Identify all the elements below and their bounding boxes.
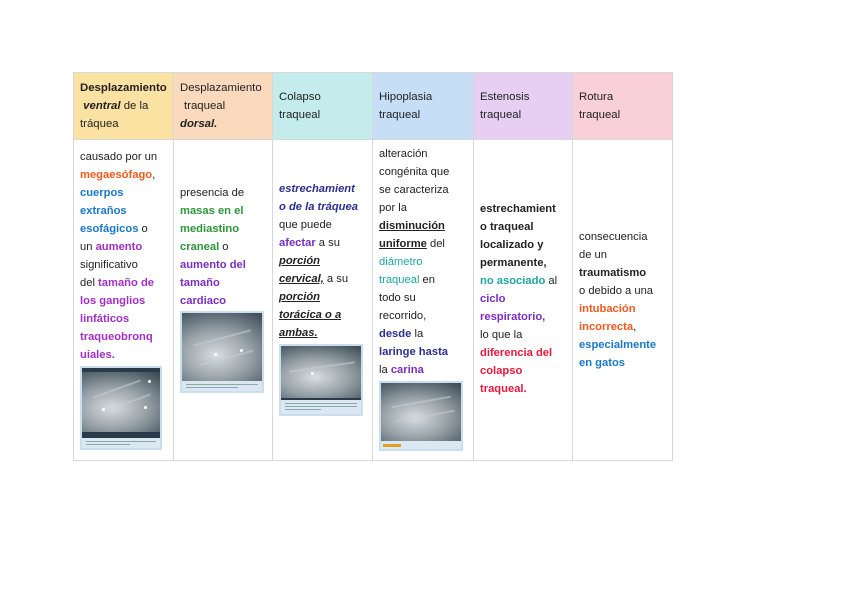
term-desde: desde [379,328,412,340]
radiograph-image [180,311,264,393]
header-line: dorsal. [180,118,218,130]
text-line: uiales. [80,349,115,361]
content-row [74,140,673,461]
cell-desplazamiento-dorsal [174,140,273,461]
text-line: masas en el [180,205,244,217]
text-line: se caracteriza [379,184,449,196]
text-line: los ganglios [80,295,146,307]
text-line: traumatismo [579,267,647,279]
text-line: presencia de [180,187,245,199]
text-line [279,234,372,252]
text-line: por la [379,202,407,214]
text-line: extraños [80,205,127,217]
text-line: en gatos [579,357,626,369]
text-line [80,166,173,184]
term-no-asociado: no asociado [480,275,546,287]
text-fragment: o [138,223,148,235]
term-laringe: laringe [379,346,416,358]
term-uniforme: uniforme [379,238,427,250]
text-line [379,325,473,343]
text-line: colapso [480,365,523,377]
text-line: lo que la [480,329,523,341]
text-line: o debido a una [579,285,654,297]
term-carina: carina [390,364,424,376]
text-line: significativo [80,259,138,271]
term-cervical: cervical, [279,273,324,285]
text-fragment: al [545,275,558,287]
header-line: Rotura [579,91,614,103]
term-afectar: afectar [279,237,316,249]
text-fragment: del [80,277,99,289]
header-line: traqueal [579,109,621,121]
text-line [579,318,672,336]
text-line: congénita que [379,166,450,178]
header-hipoplasia [373,73,474,140]
text-line: traqueobronq [80,331,153,343]
cell-rotura [573,140,673,461]
text-line: estrechamient [279,183,355,195]
text-fragment: , [152,169,156,181]
text-line: todo su [379,292,416,304]
text-line: porción [279,255,321,267]
text-fragment: a su [315,237,340,249]
cell-hipoplasia [373,140,474,461]
text-fragment: del [426,238,445,250]
term-traqueal: traqueal [379,274,420,286]
text-line: recorrido, [379,310,427,322]
text-line: cardiaco [180,295,227,307]
term-tamano: tamaño de [98,277,154,289]
text-line [379,343,473,361]
header-line: Estenosis [480,91,530,103]
text-line [279,270,372,288]
text-line: intubación [579,303,636,315]
text-line: permanente, [480,257,547,269]
text-line: linfáticos [80,313,130,325]
text-line: cuerpos [80,187,124,199]
header-colapso [273,73,373,140]
text-line [379,235,473,253]
text-line [480,272,572,290]
text-line: o de la tráquea [279,201,358,213]
text-line: o traqueal [480,221,534,233]
text-fragment: o [219,241,229,253]
text-line: que puede [279,219,332,231]
term-megaesofago: megaesófago [80,169,153,181]
header-line: traqueal [480,109,522,121]
radiograph-image [279,344,363,416]
text-line [180,238,272,256]
header-row [74,73,673,140]
header-desplazamiento-dorsal [174,73,273,140]
text-line: de un [579,249,607,261]
text-line: disminución [379,220,445,232]
header-line: tráquea [80,118,119,130]
header-line: Desplazamiento [80,82,167,94]
text-line [80,220,173,238]
text-line: consecuencia [579,231,648,243]
term-esofagicos: esofágicos [80,223,139,235]
header-line: Desplazamiento [180,82,262,94]
radiograph-image [379,381,463,451]
term-aumento: aumento [95,241,143,253]
text-line: diferencia del [480,347,553,359]
text-line: diámetro [379,256,423,268]
cell-colapso [273,140,373,461]
header-line: Hipoplasia [379,91,433,103]
comparison-table [73,72,673,461]
header-italic: ventral [83,100,121,112]
text-line: especialmente [579,339,657,351]
text-line: tamaño [180,277,220,289]
text-line: causado por un [80,151,158,163]
header-line [80,97,173,115]
header-text: de la [120,100,149,112]
header-line: traqueal [379,109,421,121]
text-line: alteración [379,148,428,160]
text-line [379,361,473,379]
text-line [80,238,173,256]
header-estenosis [474,73,573,140]
text-line: porción [279,291,321,303]
text-fragment: , [633,321,637,333]
text-fragment: la [379,364,391,376]
text-line: mediastino [180,223,240,235]
text-fragment: la [411,328,424,340]
text-line: torácica o a [279,309,342,321]
text-line [80,274,173,292]
text-line: localizado y [480,239,544,251]
text-line: aumento del [180,259,246,271]
text-line: ciclo [480,293,506,305]
header-line: traqueal [279,109,321,121]
header-line: traqueal [184,100,226,112]
term-hasta: hasta [415,346,449,358]
radiograph-image [80,366,162,450]
text-line: estrechamient [480,203,556,215]
cell-estenosis [474,140,573,461]
text-line [379,271,473,289]
term-incorrecta: incorrecta [579,321,634,333]
text-fragment: en [419,274,435,286]
header-desplazamiento-ventral [74,73,174,140]
text-line: respiratorio, [480,311,546,323]
header-rotura [573,73,673,140]
text-fragment: a su [323,273,349,285]
text-fragment: un [80,241,96,253]
text-line: ambas. [279,327,318,339]
text-line: traqueal. [480,383,527,395]
header-line: Colapso [279,91,321,103]
cell-desplazamiento-ventral [74,140,174,461]
term-craneal: craneal [180,241,220,253]
